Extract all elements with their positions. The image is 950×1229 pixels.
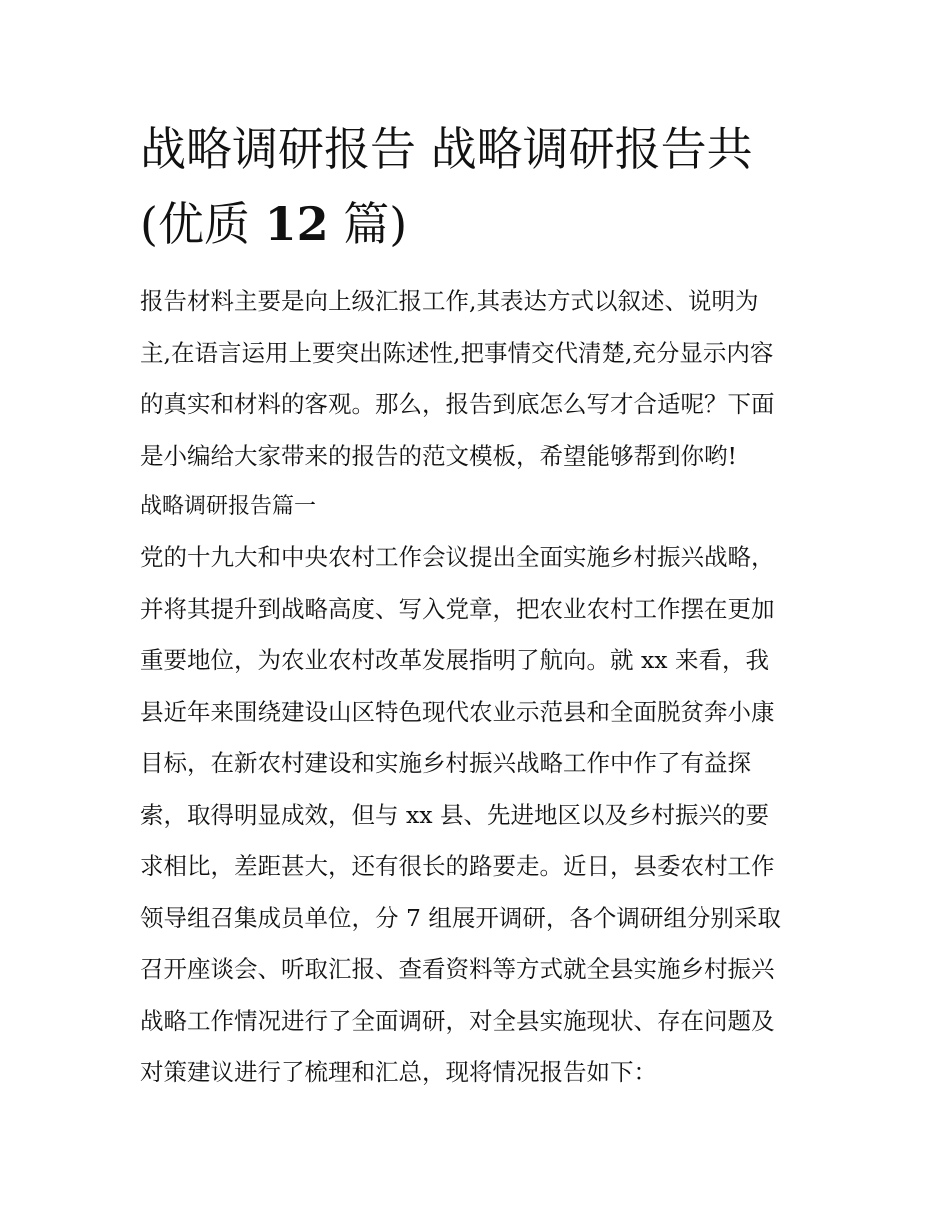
body-line: 并将其提升到战略高度、写入党章，把农业农村工作摆在更加: [140, 594, 775, 623]
intro-line: 报告材料主要是向上级汇报工作,其表达方式以叙述、说明为: [140, 287, 759, 315]
title-line-1: 战略调研报告 战略调研报告共: [140, 122, 753, 176]
body-line: 党的十九大和中央农村工作会议提出全面实施乡村振兴战略，: [140, 543, 775, 571]
document-title: [140, 112, 820, 262]
intro-line: 是小编给大家带来的报告的范文模板，希望能够帮到你哟!: [140, 441, 737, 470]
intro-line: 的真实和材料的客观。那么，报告到底怎么写才合适呢？下面: [140, 390, 775, 418]
title-number: 12: [264, 197, 329, 251]
section-heading: 战略调研报告篇一: [140, 494, 317, 519]
body-line: 召开座谈会、听取汇报、查看资料等方式就全县实施乡村振兴: [140, 955, 775, 983]
body-line: 索，取得明显成效，但与 xx 县、先进地区以及乡村振兴的要: [140, 800, 769, 829]
body-line: 求相比，差距甚大，还有很长的路要走。近日，县委农村工作: [140, 852, 775, 880]
body-line: 重要地位，为农业农村改革发展指明了航向。就 xx 来看，我: [140, 646, 769, 674]
body-line: 县近年来围绕建设山区特色现代农业示范县和全面脱贫奔小康: [140, 697, 775, 726]
body-line: 对策建议进行了梳理和汇总，现将情况报告如下：: [140, 1058, 657, 1086]
title-line-2: [140, 187, 820, 262]
title-prefix: (优质: [140, 197, 265, 251]
intro-line: 主,在语言运用上要突出陈述性,把事情交代清楚,充分显示内容: [140, 338, 774, 367]
body-line: 目标，在新农村建设和实施乡村振兴战略工作中作了有益探: [140, 749, 751, 777]
body-line: 领导组召集成员单位，分 7 组展开调研，各个调研组分别采取: [140, 903, 781, 932]
body-line: 战略工作情况进行了全面调研，对全县实施现状、存在问题及: [140, 1006, 775, 1035]
document-body: [140, 282, 830, 1105]
title-suffix: 篇): [328, 197, 408, 251]
